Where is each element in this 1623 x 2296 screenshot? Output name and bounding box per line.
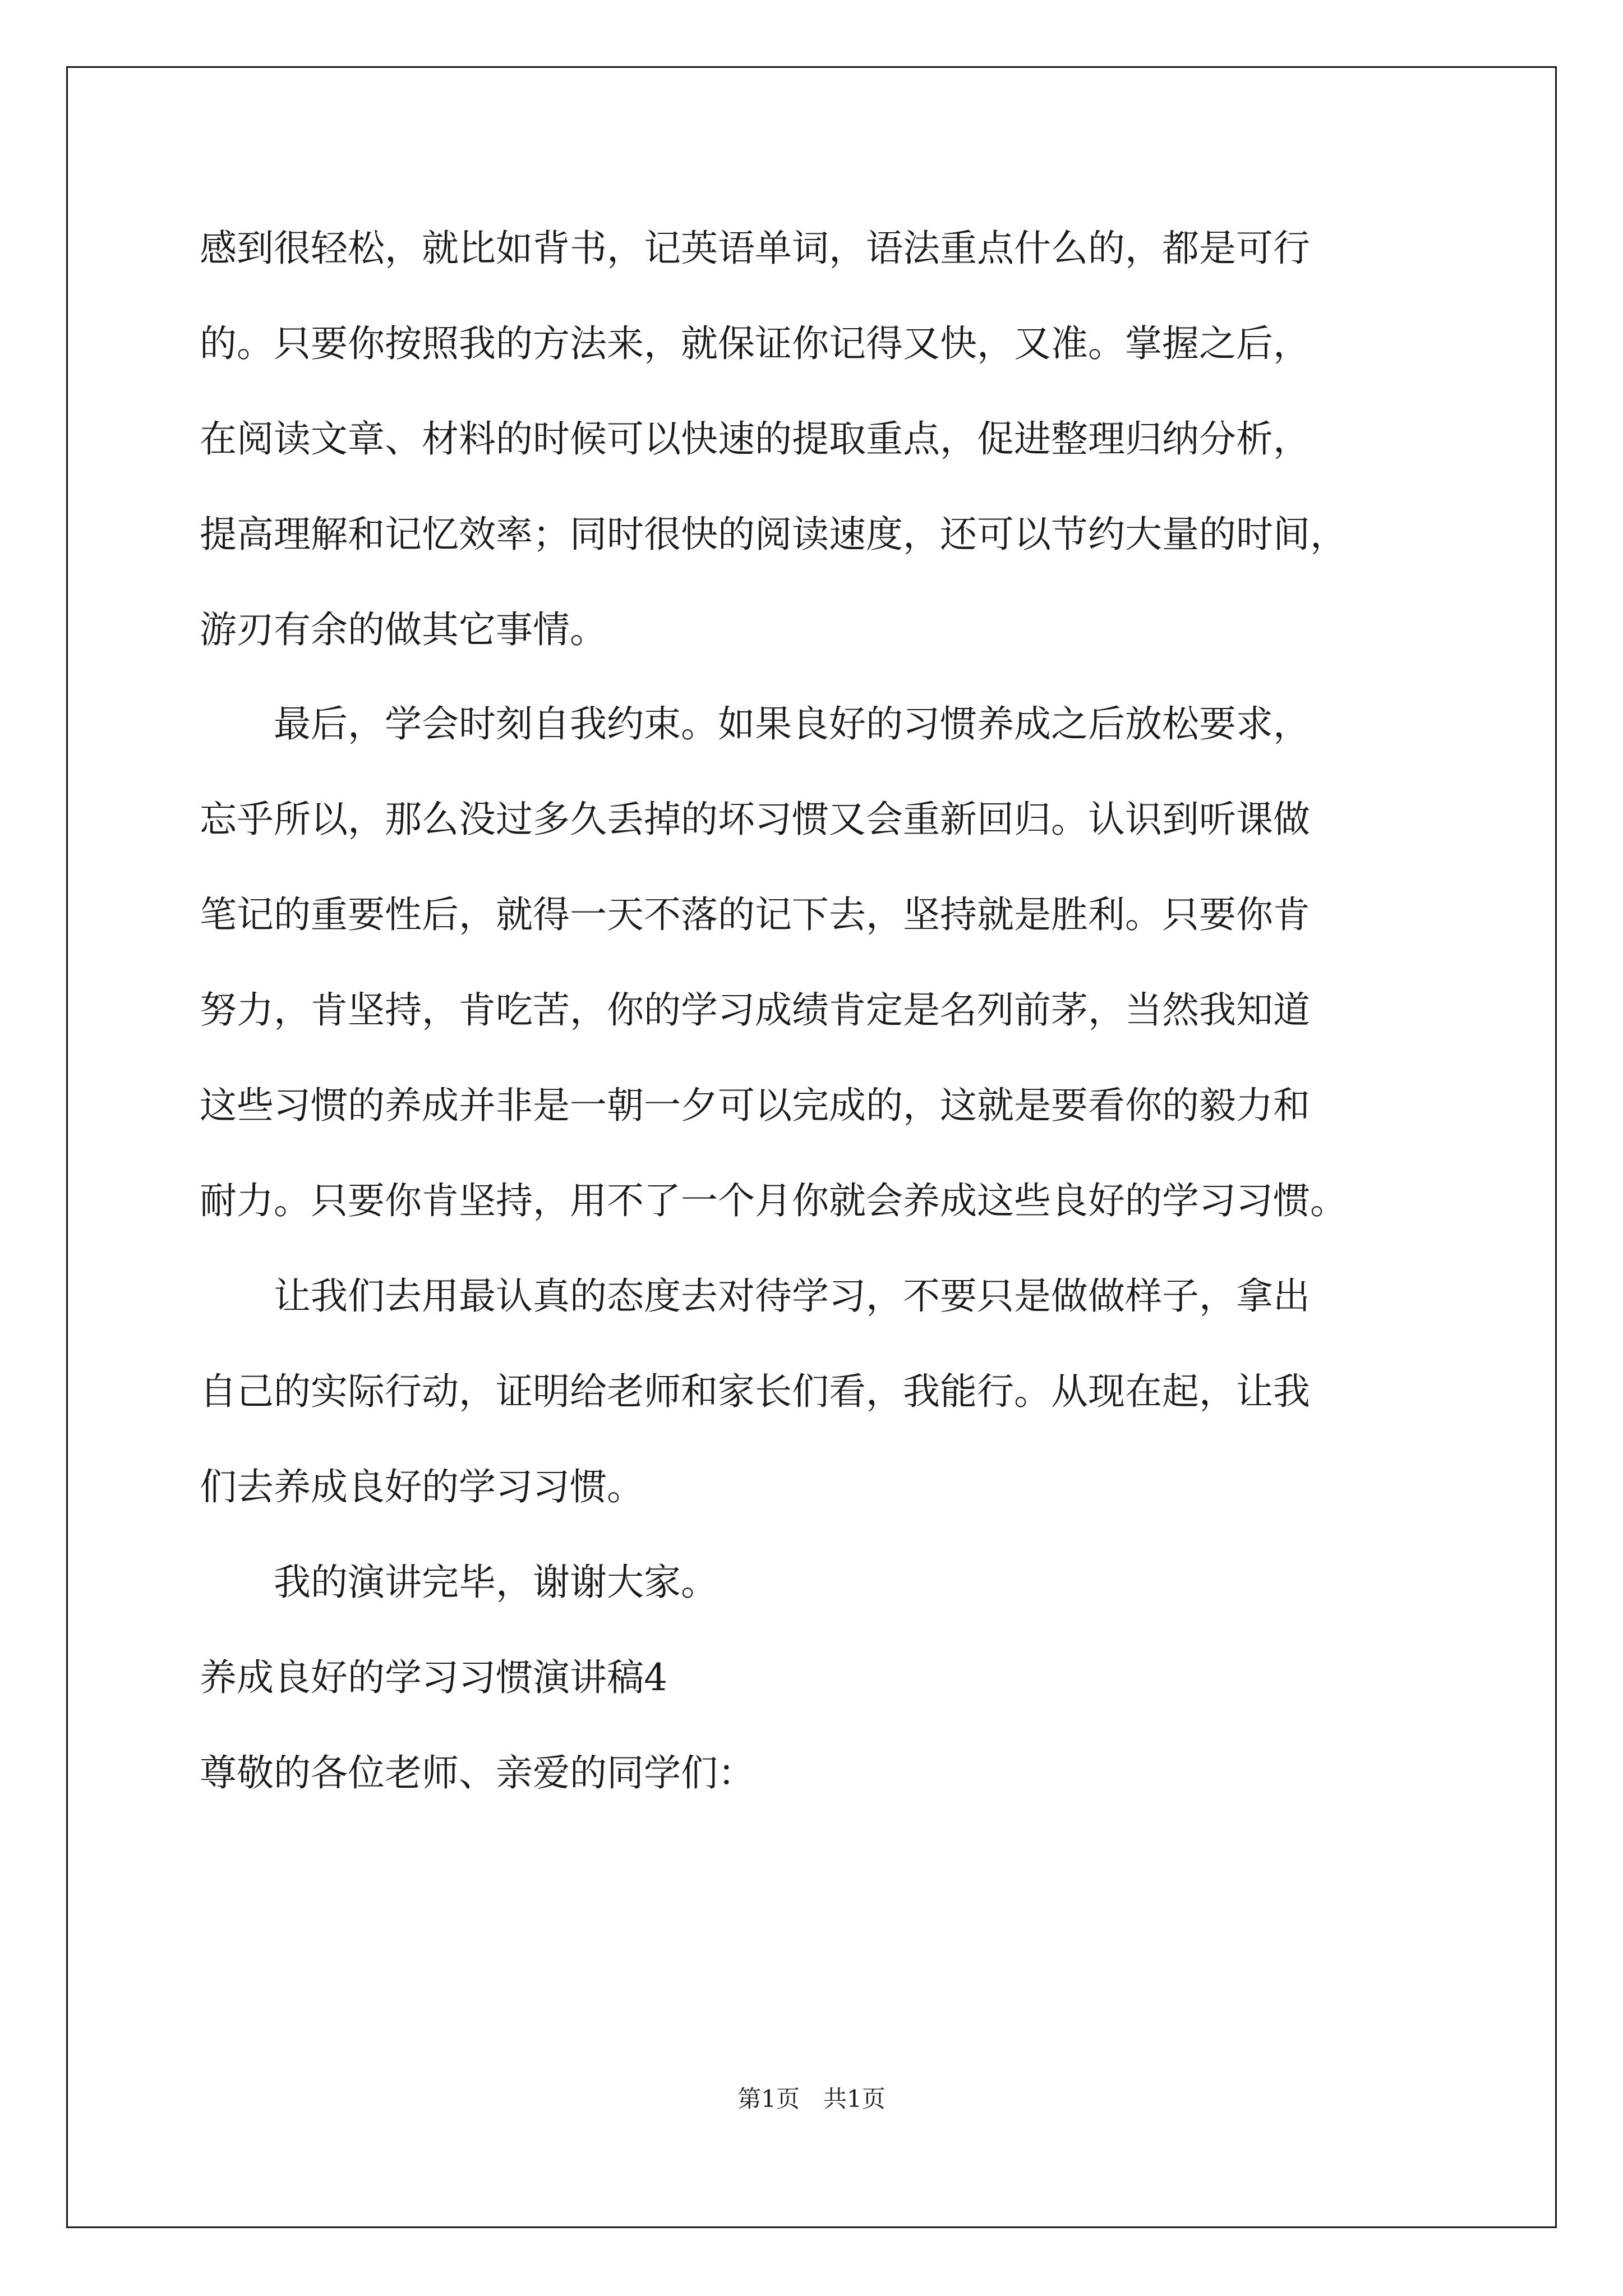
body-line: 在阅读文章、材料的时候可以快速的提取重点，促进整理归纳分析， — [200, 417, 1310, 461]
body-line: 忘乎所以，那么没过多久丢掉的坏习惯又会重新回归。认识到听课做 — [200, 798, 1310, 841]
closing-line: 我的演讲完毕，谢谢大家。 — [200, 1561, 718, 1604]
body-line: 笔记的重要性后，就得一天不落的记下去，坚持就是胜利。只要你肯 — [200, 893, 1310, 936]
section-heading: 养成良好的学习习惯演讲稿4 — [200, 1656, 667, 1699]
paragraph-start-line: 最后，学会时刻自我约束。如果良好的习惯养成之后放松要求， — [200, 702, 1310, 746]
body-line: 的。只要你按照我的方法来，就保证你记得又快，又准。掌握之后， — [200, 322, 1310, 365]
body-line: 提高理解和记忆效率；同时很快的阅读速度，还可以节约大量的时间， — [200, 513, 1347, 556]
body-line: 这些习惯的养成并非是一朝一夕可以完成的，这就是要看你的毅力和 — [200, 1084, 1310, 1127]
body-line: 自己的实际行动，证明给老师和家长们看，我能行。从现在起，让我 — [200, 1370, 1310, 1413]
body-line: 游刃有余的做其它事情。 — [200, 608, 607, 651]
salutation-line: 尊敬的各位老师、亲爱的同学们： — [200, 1751, 755, 1795]
body-line: 们去养成良好的学习习惯。 — [200, 1465, 644, 1508]
page-number-footer: 第1页 共1页 — [737, 2085, 886, 2113]
paragraph-start-line: 让我们去用最认真的态度去对待学习，不要只是做做样子，拿出 — [200, 1274, 1310, 1318]
body-line: 感到很轻松，就比如背书，记英语单词，语法重点什么的，都是可行 — [200, 227, 1310, 270]
page-border — [66, 66, 1557, 2228]
body-line: 耐力。只要你肯坚持，用不了一个月你就会养成这些良好的学习习惯。 — [200, 1179, 1347, 1222]
body-line: 努力，肯坚持，肯吃苦，你的学习成绩肯定是名列前茅，当然我知道 — [200, 988, 1310, 1032]
